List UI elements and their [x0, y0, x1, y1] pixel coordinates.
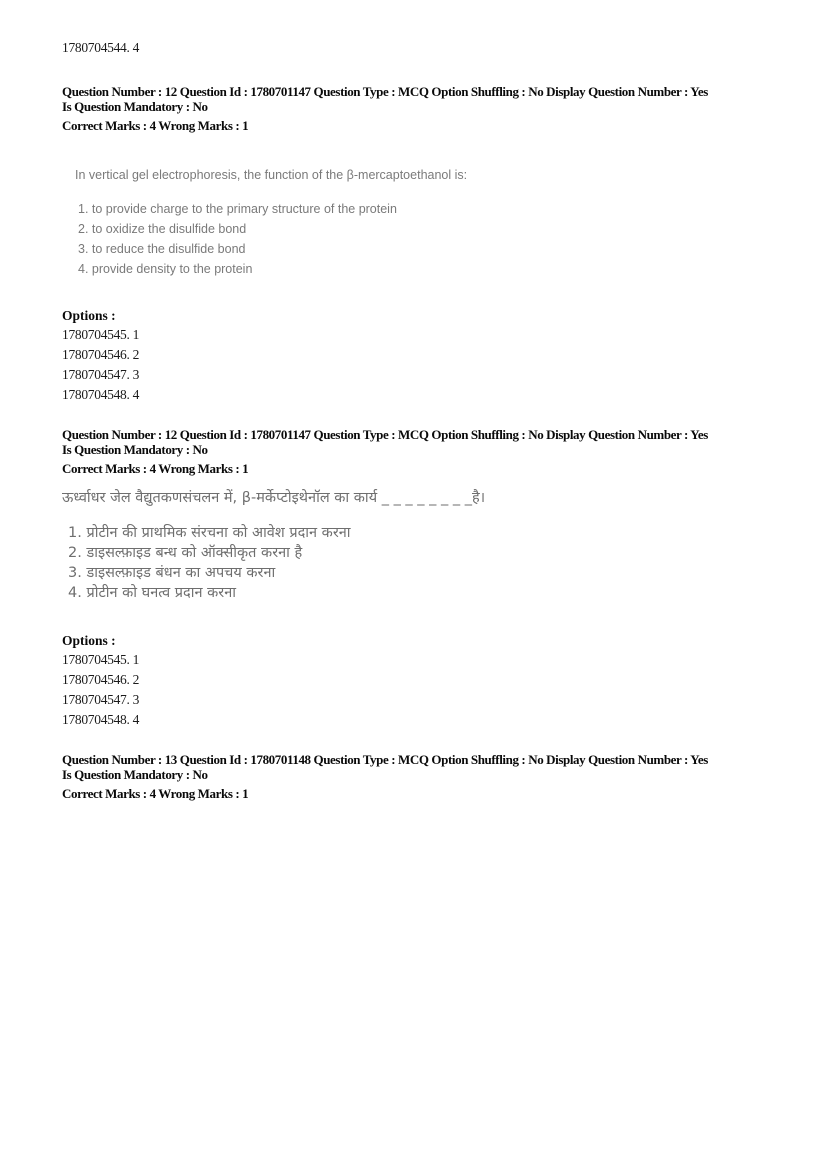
option-id-row: 1780704545. 1 — [62, 327, 140, 342]
option-id-row: 1780704547. 3 — [62, 692, 140, 707]
question-section-12-english — [62, 84, 786, 405]
choice-4: 4. provide density to the protein — [78, 262, 253, 276]
options-label: Options : — [62, 633, 116, 648]
question-section-13 — [62, 752, 786, 801]
choice-1: 1. to provide charge to the primary structure of the protein — [78, 202, 397, 216]
question-meta-header — [62, 427, 786, 457]
question-meta-line2: Is Question Mandatory : No — [62, 767, 208, 782]
option-id-row: 1780704546. 2 — [62, 347, 140, 362]
choice-1: 1. प्रोटीन की प्राथमिक संरचना को आवेश प्रदान करना — [68, 525, 351, 541]
question-marks: Correct Marks : 4 Wrong Marks : 1 — [62, 118, 249, 133]
question-meta-line1: Question Number : 12 Question Id : 1780701147 Question Type : MCQ Option Shuffling : No Display Question Number : Yes — [62, 84, 708, 99]
option-id-row: 1780704546. 2 — [62, 672, 140, 687]
question-image-english — [62, 165, 786, 279]
question-choices — [75, 199, 786, 279]
option-id-row: 1780704548. 4 — [62, 712, 140, 727]
options-label: Options : — [62, 308, 116, 323]
question-marks: Correct Marks : 4 Wrong Marks : 1 — [62, 786, 249, 801]
choice-3: 3. डाइसल्फ़ाइड बंधन का अपचय करना — [68, 565, 276, 581]
option-id-row: 1780704547. 3 — [62, 367, 140, 382]
question-text: In vertical gel electrophoresis, the function of the β-mercaptoethanol is: — [75, 168, 468, 182]
question-choices — [62, 523, 786, 603]
previous-option-id: 1780704544. 4 — [62, 40, 140, 55]
choice-2: 2. डाइसल्फ़ाइड बन्ध को ऑक्सीकृत करना है — [68, 545, 303, 561]
question-text: ऊर्ध्वाधर जेल वैद्युतकणसंचलन में, β-मर्केप्टोइथेनॉल का कार्य _ _ _ _ _ _ _ _है। — [62, 490, 486, 506]
option-id-row: 1780704545. 1 — [62, 652, 140, 667]
choice-4: 4. प्रोटीन को घनत्व प्रदान करना — [68, 585, 237, 601]
question-meta-line1: Question Number : 12 Question Id : 1780701147 Question Type : MCQ Option Shuffling : No Display Question Number : Yes — [62, 427, 708, 442]
option-id-list — [62, 325, 786, 405]
question-image-hindi — [62, 487, 786, 603]
question-meta-header — [62, 752, 786, 782]
option-id-list — [62, 650, 786, 730]
question-meta-line1: Question Number : 13 Question Id : 1780701148 Question Type : MCQ Option Shuffling : No Display Question Number : Yes — [62, 752, 708, 767]
option-id-row: 1780704548. 4 — [62, 387, 140, 402]
question-marks: Correct Marks : 4 Wrong Marks : 1 — [62, 461, 249, 476]
question-section-12-hindi — [62, 427, 786, 730]
choice-2: 2. to oxidize the disulfide bond — [78, 222, 247, 236]
choice-3: 3. to reduce the disulfide bond — [78, 242, 246, 256]
question-meta-line2: Is Question Mandatory : No — [62, 99, 208, 114]
question-meta-header — [62, 84, 786, 114]
question-meta-line2: Is Question Mandatory : No — [62, 442, 208, 457]
